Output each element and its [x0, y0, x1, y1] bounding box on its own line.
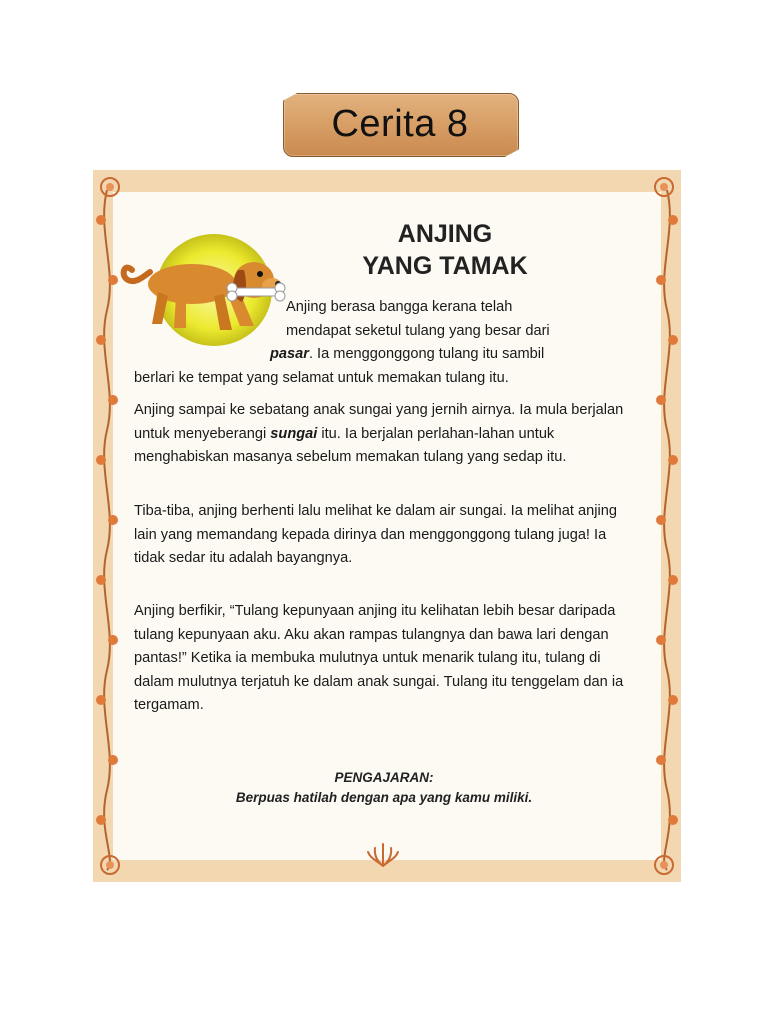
corner-flower-icon: [97, 852, 123, 878]
paragraph-4: Anjing berfikir, “Tulang kepunyaan anjing itu kelihatan lebih besar daripada tulang kepunyaan aku. Aku akan rampas tulangnya dan bawa lari dengan pantas!” Ketika ia membuka mulutnya untuk menarik tulang itu, tulang di dalam mulutnya terjatuh ke dalam anak sungai. Tulang itu tenggelam dan ia tergamam.: [134, 603, 624, 713]
italic-word-sungai: sungai: [270, 425, 318, 442]
lesson-heading: PENGAJARAN:: [334, 770, 434, 785]
paragraph-1-line-2: mendapat seketul tulang yang besar dari: [286, 322, 550, 339]
bottom-ornament-icon: [366, 842, 400, 868]
page-title: Cerita 8: [331, 102, 469, 145]
story-title-line-1: ANJING: [397, 220, 493, 248]
corner-flower-icon: [651, 852, 677, 878]
paragraph-1-line-3: [134, 343, 634, 367]
lesson-text: Berpuas hatilah dengan apa yang kamu miliki.: [235, 790, 533, 805]
paragraph-1-line-4: berlari ke tempat yang selamat untuk memakan tulang itu.: [134, 369, 509, 386]
paragraph-2-before: Anjing sampai ke sebatang anak sungai yang jernih airnya. Ia mula berjalan untuk menyeberangi: [134, 402, 624, 442]
paragraph-3: Tiba-tiba, anjing berhenti lalu melihat ke dalam air sungai. Ia melihat anjing lain yang memandang kepada dirinya dan menggonggong tulang juga! Ia tidak sedar itu adalah bayangnya.: [134, 503, 617, 566]
paragraph-1-line-1: Anjing berasa bangga kerana telah: [286, 299, 513, 315]
right-vine-ornament: [653, 170, 681, 882]
story-title-line-2: YANG TAMAK: [362, 252, 528, 280]
paragraph-1-line-3-rest: . Ia menggonggong tulang itu sambil: [308, 346, 545, 362]
paragraph-2: [134, 399, 634, 470]
paragraph-1: [134, 296, 634, 390]
paragraph-2-after: itu. Ia berjalan perlahan-lahan untuk menghabiskan masanya sebelum memakan tulang yang sedap itu.: [134, 425, 567, 465]
story-title: [300, 218, 590, 282]
corner-flower-icon: [97, 174, 123, 200]
corner-flower-icon: [651, 174, 677, 200]
italic-word-pasar: pasar: [270, 346, 309, 362]
